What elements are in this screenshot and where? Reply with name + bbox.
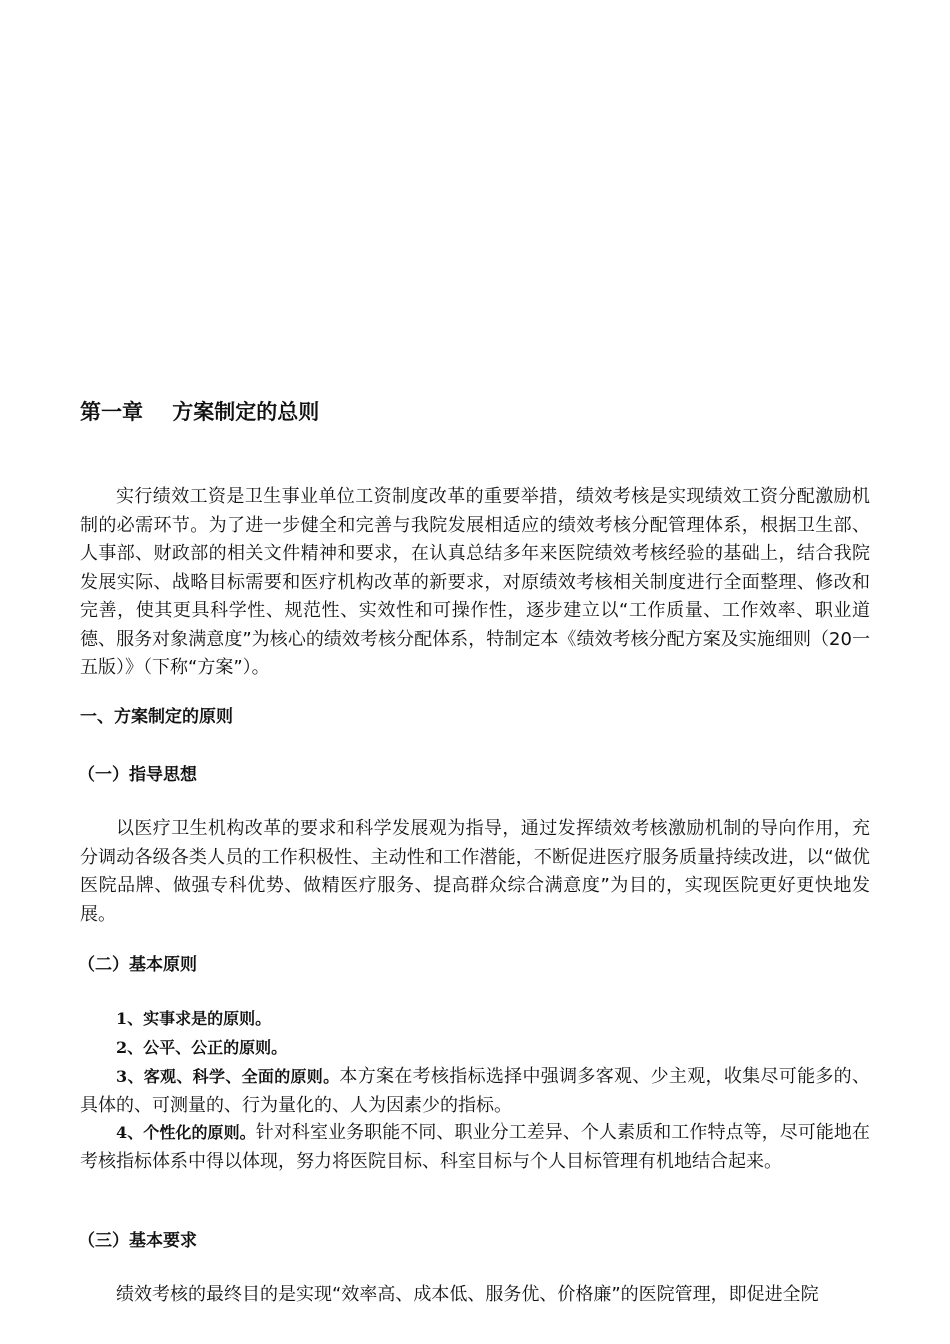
subsection-heading-basic-principles: （二）基本原则	[78, 955, 197, 975]
principle-lead: 4、个性化的原则。	[116, 1123, 256, 1142]
principle-item	[80, 1034, 870, 1063]
principle-text: 针对科室业务职能不同、职业分工差异、个人素质和工作特点等，尽可能地在考核指标体系中得以体现，努力将医院目标、科室目标与个人目标管理有机地结合起来。	[80, 1122, 870, 1172]
intro-paragraph: 实行绩效工资是卫生事业单位工资制度改革的重要举措，绩效考核是实现绩效工资分配激励机制的必需环节。为了进一步健全和完善与我院发展相适应的绩效考核分配管理体系，根据卫生部、人事部、财政部的相关文件精神和要求，在认真总结多年来医院绩效考核经验的基础上，结合我院发展实际、战略目标需要和医疗机构改革的新要求，对原绩效考核相关制度进行全面整理、修改和完善，使其更具科学性、规范性、实效性和可操作性，逐步建立以“工作质量、工作效率、职业道德、服务对象满意度”为核心的绩效考核分配体系，特制定本《绩效考核分配方案及实施细则（20一五版）》（下称“方案”）。	[80, 486, 870, 678]
principle-item	[80, 1119, 870, 1176]
principle-lead: 2、公平、公正的原则。	[116, 1038, 288, 1057]
principle-item	[80, 1005, 870, 1034]
principle-text: 本方案在考核指标选择中强调多客观、少主观，收集尽可能多的、具体的、可测量的、行为量化的、人为因素少的指标。	[80, 1066, 870, 1116]
subsection-heading-guiding: （一）指导思想	[78, 765, 197, 785]
subsection-heading-basic-requirements: （三）基本要求	[78, 1231, 197, 1251]
chapter-title: 第一章 方案制定的总则	[80, 400, 320, 424]
section-heading-principles: 一、方案制定的原则	[80, 707, 233, 727]
principle-lead: 3、客观、科学、全面的原则。	[116, 1067, 340, 1086]
requirements-paragraph: 绩效考核的最终目的是实现“效率高、成本低、服务优、价格廉”的医院管理，即促进全院	[116, 1284, 819, 1305]
guiding-paragraph: 以医疗卫生机构改革的要求和科学发展观为指导，通过发挥绩效考核激励机制的导向作用，充分调动各级各类人员的工作积极性、主动性和工作潜能，不断促进医疗服务质量持续改进，以“做优医院品牌、做强专科优势、做精医疗服务、提高群众综合满意度”为目的，实现医院更好更快地发展。	[80, 818, 870, 925]
principle-item	[80, 1063, 870, 1120]
principle-lead: 1、实事求是的原则。	[116, 1009, 272, 1028]
